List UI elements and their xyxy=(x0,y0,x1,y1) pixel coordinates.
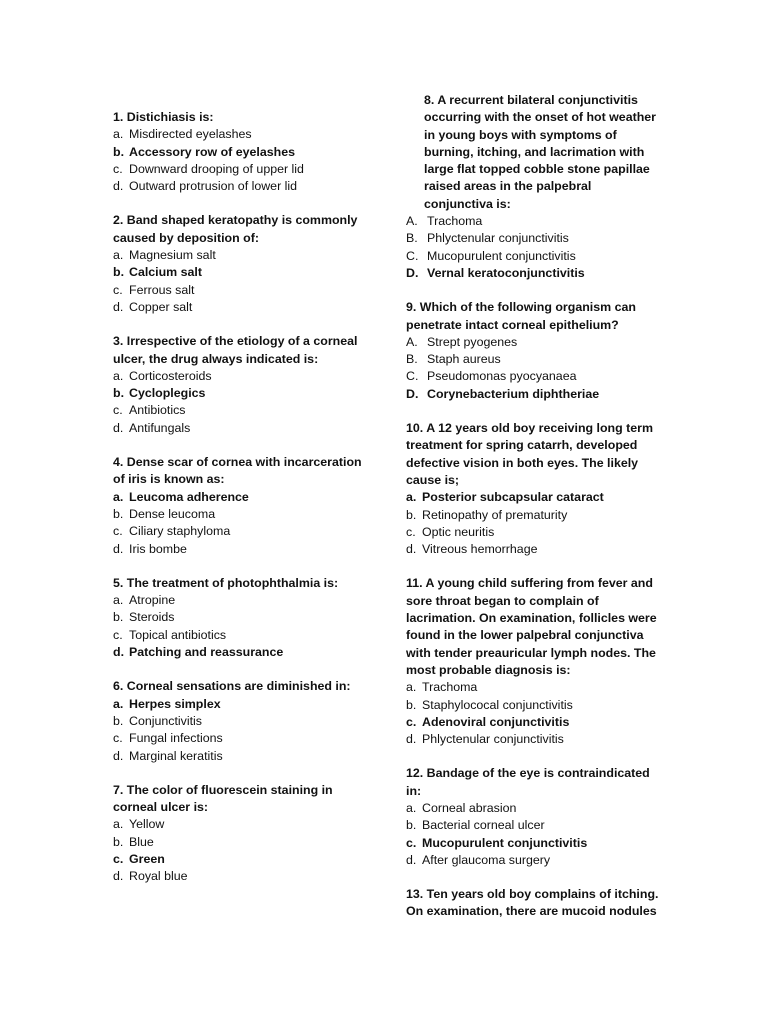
answer-option xyxy=(406,351,668,368)
option-text: Patching and reassurance xyxy=(129,645,284,660)
option-text: Copper salt xyxy=(129,299,193,314)
option-text: Corneal abrasion xyxy=(422,800,517,815)
answer-option xyxy=(406,731,668,748)
answer-option xyxy=(113,541,375,558)
answer-option xyxy=(113,368,375,385)
option-letter: d. xyxy=(113,869,124,884)
option-letter: c. xyxy=(113,524,123,539)
answer-option xyxy=(406,541,668,558)
option-letter: d. xyxy=(113,179,124,194)
option-text: Royal blue xyxy=(129,869,188,884)
question-block xyxy=(113,109,375,195)
question-block xyxy=(113,575,375,661)
option-letter: c. xyxy=(113,161,123,176)
option-letter: A. xyxy=(406,334,418,349)
left-column xyxy=(113,109,375,903)
option-text: After glaucoma surgery xyxy=(422,852,551,867)
question-stem: 13. Ten years old boy complains of itching. On examination, there are mucoid nodules xyxy=(406,887,659,919)
question-block xyxy=(406,886,668,921)
right-column xyxy=(406,92,668,938)
answer-option-correct xyxy=(113,696,375,713)
option-text: Antifungals xyxy=(129,420,191,435)
question-stem: 11. A young child suffering from fever and sore throat began to complain of lacrimation. On examination, follicles were found in the lower palpebral conjunctiva with tender preauricular lymph nodes. The most probable diagnosis is: xyxy=(406,576,657,677)
option-text: Staphylococal conjunctivitis xyxy=(422,697,573,712)
option-letter: b. xyxy=(113,386,125,401)
option-letter: b. xyxy=(406,507,417,522)
option-letter: b. xyxy=(113,610,124,625)
option-text: Trachoma xyxy=(427,214,483,229)
answer-option xyxy=(113,868,375,885)
answer-option xyxy=(113,282,375,299)
option-text: Conjunctivitis xyxy=(129,713,202,728)
option-text: Vernal keratoconjunctivitis xyxy=(427,265,585,280)
option-letter: a. xyxy=(113,248,124,263)
answer-option-correct xyxy=(406,489,668,506)
option-letter: d. xyxy=(113,748,124,763)
answer-option xyxy=(406,817,668,834)
question-block xyxy=(113,333,375,437)
answer-option-correct xyxy=(113,385,375,402)
option-text: Calcium salt xyxy=(129,265,202,280)
option-letter: B. xyxy=(406,231,418,246)
question-block xyxy=(113,678,375,764)
answer-option xyxy=(406,852,668,869)
answer-option-correct xyxy=(113,144,375,161)
question-block xyxy=(113,782,375,886)
option-letter: c. xyxy=(406,835,417,850)
option-letter: c. xyxy=(113,627,123,642)
option-text: Leucoma adherence xyxy=(129,489,249,504)
option-text: Fungal infections xyxy=(129,731,223,746)
option-text: Steroids xyxy=(129,610,175,625)
question-stem: 7. The color of fluorescein staining in corneal ulcer is: xyxy=(113,782,333,815)
answer-option xyxy=(113,178,375,195)
option-text: Herpes simplex xyxy=(129,696,221,711)
option-text: Misdirected eyelashes xyxy=(129,127,252,142)
option-letter: c. xyxy=(113,403,123,418)
answer-option xyxy=(406,800,668,817)
option-letter: d. xyxy=(406,852,417,867)
option-letter: b. xyxy=(113,506,124,521)
option-letter: b. xyxy=(113,265,125,280)
question-stem: 4. Dense scar of cornea with incarceration of iris is known as: xyxy=(113,455,362,487)
option-letter: d. xyxy=(113,541,124,556)
option-letter: d. xyxy=(406,542,417,557)
option-text: Marginal keratitis xyxy=(129,748,223,763)
option-letter: b. xyxy=(406,818,417,833)
option-text: Outward protrusion of lower lid xyxy=(129,179,298,194)
option-text: Strept pyogenes xyxy=(427,334,518,349)
question-stem: 6. Corneal sensations are diminished in: xyxy=(113,679,351,694)
question-stem: 3. Irrespective of the etiology of a corneal ulcer, the drug always indicated is: xyxy=(113,334,358,366)
option-letter: c. xyxy=(113,282,123,297)
option-letter: D. xyxy=(406,265,419,280)
option-letter: C. xyxy=(406,369,419,384)
option-text: Ferrous salt xyxy=(129,282,195,297)
answer-option-correct xyxy=(113,644,375,661)
question-stem: 10. A 12 years old boy receiving long term treatment for spring catarrh, developed defective vision in both eyes. The likely cause is; xyxy=(406,421,653,487)
answer-option-correct xyxy=(406,714,668,731)
answer-option xyxy=(113,592,375,609)
option-text: Antibiotics xyxy=(129,403,186,418)
answer-option xyxy=(113,730,375,747)
option-text: Cycloplegics xyxy=(129,386,206,401)
option-text: Ciliary staphyloma xyxy=(129,524,231,539)
option-letter: b. xyxy=(113,144,125,159)
option-letter: c. xyxy=(406,714,417,729)
answer-option xyxy=(113,834,375,851)
answer-option xyxy=(406,230,668,247)
question-block xyxy=(113,212,375,316)
option-letter: a. xyxy=(113,127,124,142)
answer-option xyxy=(406,524,668,541)
answer-option xyxy=(113,161,375,178)
question-block xyxy=(406,420,668,558)
option-text: Mucopurulent conjunctivitis xyxy=(427,248,576,263)
option-letter: b. xyxy=(406,697,417,712)
option-letter: a. xyxy=(406,800,417,815)
option-letter: A. xyxy=(406,214,418,229)
answer-option-correct xyxy=(113,264,375,281)
option-letter: d. xyxy=(113,299,124,314)
answer-option xyxy=(113,713,375,730)
answer-option xyxy=(113,247,375,264)
answer-option-correct xyxy=(406,386,668,403)
option-text: Corynebacterium diphtheriae xyxy=(427,386,600,401)
option-letter: a. xyxy=(113,696,124,711)
answer-option xyxy=(113,748,375,765)
answer-option xyxy=(113,420,375,437)
option-letter: a. xyxy=(406,490,417,505)
answer-option-correct xyxy=(406,835,668,852)
option-letter: a. xyxy=(113,593,124,608)
option-letter: b. xyxy=(113,713,124,728)
answer-option xyxy=(406,507,668,524)
option-text: Phlyctenular conjunctivitis xyxy=(422,732,564,747)
option-text: Bacterial corneal ulcer xyxy=(422,818,545,833)
option-text: Downward drooping of upper lid xyxy=(129,161,304,176)
option-text: Trachoma xyxy=(422,680,478,695)
answer-option-correct xyxy=(406,265,668,282)
answer-option-correct xyxy=(113,489,375,506)
option-letter: a. xyxy=(406,680,417,695)
option-text: Corticosteroids xyxy=(129,368,212,383)
option-text: Optic neuritis xyxy=(422,524,495,539)
option-text: Retinopathy of prematurity xyxy=(422,507,568,522)
option-text: Magnesium salt xyxy=(129,248,216,263)
question-stem: 12. Bandage of the eye is contraindicated in: xyxy=(406,766,650,798)
option-letter: c. xyxy=(113,731,123,746)
option-text: Dense leucoma xyxy=(129,506,216,521)
option-text: Posterior subcapsular cataract xyxy=(422,490,604,505)
answer-option xyxy=(113,627,375,644)
option-letter: D. xyxy=(406,386,419,401)
question-stem: 1. Distichiasis is: xyxy=(113,110,214,124)
answer-option xyxy=(113,402,375,419)
question-stem: 8. A recurrent bilateral conjunctivitis occurring with the onset of hot weather in young boys with symptoms of burning, itching, and lacrimation with large flat topped cobble stone papillae raised areas in the palpebral conjunctiva is: xyxy=(424,93,656,211)
option-letter: b. xyxy=(113,834,124,849)
option-text: Accessory row of eyelashes xyxy=(129,144,295,159)
option-letter: C. xyxy=(406,248,419,263)
option-letter: d. xyxy=(406,732,417,747)
answer-option-correct xyxy=(113,851,375,868)
option-letter: a. xyxy=(113,489,124,504)
answer-option xyxy=(113,609,375,626)
option-text: Green xyxy=(129,851,165,866)
answer-option xyxy=(406,368,668,385)
option-letter: c. xyxy=(406,524,416,539)
option-letter: d. xyxy=(113,645,125,660)
question-stem: 2. Band shaped keratopathy is commonly caused by deposition of: xyxy=(113,213,358,245)
answer-option xyxy=(406,248,668,265)
question-block xyxy=(406,92,668,282)
option-letter: c. xyxy=(113,851,124,866)
option-letter: a. xyxy=(113,817,124,832)
option-text: Staph aureus xyxy=(427,352,501,367)
answer-option xyxy=(406,679,668,696)
answer-option xyxy=(113,523,375,540)
option-text: Adenoviral conjunctivitis xyxy=(422,714,570,729)
answer-option xyxy=(406,213,668,230)
option-text: Iris bombe xyxy=(129,541,187,556)
question-block xyxy=(406,299,668,403)
option-text: Topical antibiotics xyxy=(129,627,227,642)
question-stem: 9. Which of the following organism can penetrate intact corneal epithelium? xyxy=(406,300,636,332)
option-text: Yellow xyxy=(129,817,165,832)
option-text: Phlyctenular conjunctivitis xyxy=(427,231,569,246)
question-stem: 5. The treatment of photophthalmia is: xyxy=(113,575,339,590)
option-text: Pseudomonas pyocyanaea xyxy=(427,369,577,384)
option-text: Blue xyxy=(129,834,154,849)
question-block xyxy=(406,575,668,748)
answer-option xyxy=(406,334,668,351)
option-text: Vitreous hemorrhage xyxy=(422,542,538,557)
question-block xyxy=(406,765,668,869)
option-letter: d. xyxy=(113,420,124,435)
answer-option xyxy=(113,299,375,316)
option-text: Mucopurulent conjunctivitis xyxy=(422,835,588,850)
option-letter: a. xyxy=(113,368,124,383)
option-text: Atropine xyxy=(129,593,176,608)
option-letter: B. xyxy=(406,352,418,367)
answer-option xyxy=(406,697,668,714)
answer-option xyxy=(113,816,375,833)
answer-option xyxy=(113,126,375,143)
answer-option xyxy=(113,506,375,523)
question-block xyxy=(113,454,375,558)
